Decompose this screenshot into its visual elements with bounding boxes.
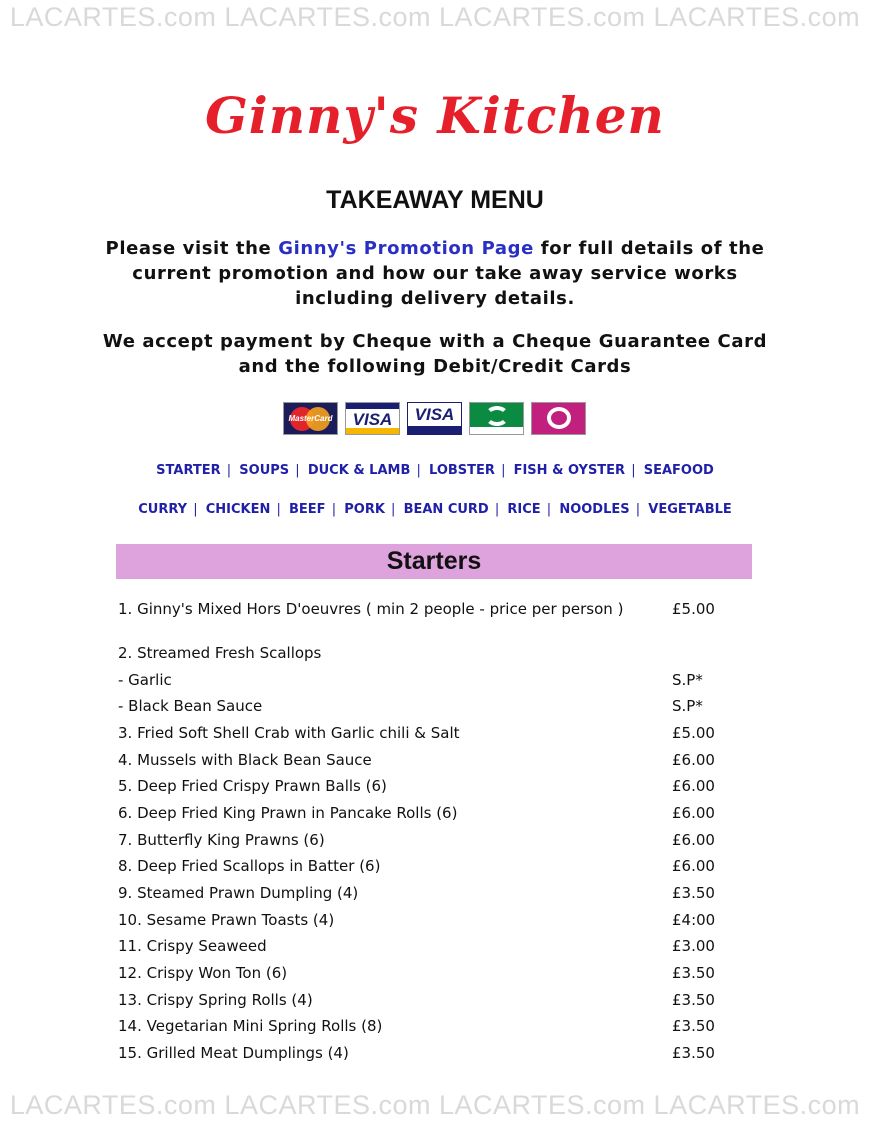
nav-separator: |: [496, 463, 510, 478]
watermark-bottom: LACARTES.com LACARTES.com LACARTES.com LACARTES.com: [9, 1090, 861, 1120]
menu-item-name: - Black Bean Sauce: [118, 697, 263, 715]
menu-item-name: 11. Crispy Seaweed: [118, 937, 267, 955]
mastercard-label: MasterCard: [288, 414, 333, 423]
intro-text-after: for full details of the current promotion and how our take away service works including delivery details.: [132, 238, 765, 309]
menu-item: [118, 857, 758, 877]
menu-item-name: 14. Vegetarian Mini Spring Rolls (8): [118, 1017, 383, 1035]
menu-item-price: £3.50: [672, 991, 715, 1009]
nav-link-chicken[interactable]: CHICKEN: [205, 502, 271, 517]
menu-item-name: 1. Ginny's Mixed Hors D'oeuvres ( min 2 people - price per person ): [118, 600, 624, 618]
nav-separator: |: [386, 502, 400, 517]
menu-item: [118, 1017, 758, 1037]
visa-electron-logo: [407, 402, 462, 435]
menu-item-name: 13. Crispy Spring Rolls (4): [118, 991, 313, 1009]
nav-separator: |: [291, 463, 304, 478]
nav-link-lobster[interactable]: LOBSTER: [429, 463, 495, 478]
visa-electron-label: VISA: [414, 405, 455, 424]
nav-link-noodles[interactable]: NOODLES: [559, 502, 630, 517]
nav-link-duck-lamb[interactable]: DUCK & LAMB: [307, 463, 411, 478]
intro-text-before: Please visit the: [105, 238, 279, 259]
nav-separator: |: [490, 502, 504, 517]
menu-item-price: £3.50: [672, 1044, 715, 1062]
promotion-page-link[interactable]: Ginny's Promotion Page: [278, 238, 534, 259]
switch-logo: [469, 402, 524, 435]
restaurant-logo: Ginny's Kitchen: [205, 86, 665, 145]
nav-link-starter[interactable]: STARTER: [156, 463, 221, 478]
menu-item: [118, 831, 758, 851]
menu-item-name: 7. Butterfly King Prawns (6): [118, 831, 325, 849]
menu-item-price: £5.00: [672, 724, 715, 742]
menu-item-name: - Garlic: [118, 671, 172, 689]
menu-item-name: 10. Sesame Prawn Toasts (4): [118, 911, 335, 929]
menu-item-price: £5.00: [672, 600, 715, 618]
menu-item-price: £3.50: [672, 1017, 715, 1035]
menu-item-name: 2. Streamed Fresh Scallops: [118, 644, 322, 662]
nav-separator: |: [189, 502, 202, 517]
menu-item: [118, 804, 758, 824]
nav-link-pork[interactable]: PORK: [344, 502, 385, 517]
menu-item: [118, 991, 758, 1011]
menu-item-price: £3.50: [672, 884, 715, 902]
intro-paragraph: [100, 236, 770, 311]
payment-paragraph: We accept payment by Cheque with a Cheque Guarantee Card and the following Debit/Credit Cards: [102, 331, 768, 377]
nav-separator: |: [327, 502, 341, 517]
nav-separator: |: [627, 463, 640, 478]
page-title: TAKEAWAY MENU: [326, 186, 544, 214]
nav-separator: |: [542, 502, 556, 517]
menu-item-price: £6.00: [672, 777, 715, 795]
menu-item-price: £6.00: [672, 831, 715, 849]
category-nav-row-2: [0, 502, 870, 517]
nav-link-curry[interactable]: CURRY: [138, 502, 188, 517]
watermark-top: LACARTES.com LACARTES.com LACARTES.com LACARTES.com: [9, 2, 861, 32]
nav-link-bean-curd[interactable]: BEAN CURD: [403, 502, 489, 517]
menu-item: [118, 671, 758, 691]
visa-logo: [345, 402, 400, 435]
menu-item-price: £3.00: [672, 937, 715, 955]
menu-item-name: 3. Fried Soft Shell Crab with Garlic chili & Salt: [118, 724, 460, 742]
category-nav-row-1: [0, 463, 870, 478]
menu-item: [118, 911, 758, 931]
nav-separator: |: [272, 502, 286, 517]
menu-item-price: £3.50: [672, 964, 715, 982]
menu-item: [118, 697, 758, 717]
menu-item: [118, 751, 758, 771]
menu-item: [118, 937, 758, 957]
nav-separator: |: [222, 463, 236, 478]
nav-link-rice[interactable]: RICE: [507, 502, 541, 517]
nav-link-seafood[interactable]: SEAFOOD: [643, 463, 714, 478]
menu-item-name: 6. Deep Fried King Prawn in Pancake Rolls (6): [118, 804, 458, 822]
menu-item: [118, 724, 758, 744]
nav-link-vegetable[interactable]: VEGETABLE: [648, 502, 732, 517]
menu-item-name: 5. Deep Fried Crispy Prawn Balls (6): [118, 777, 387, 795]
nav-link-soups[interactable]: SOUPS: [239, 463, 290, 478]
nav-separator: |: [631, 502, 645, 517]
menu-item-price: £6.00: [672, 751, 715, 769]
mastercard-logo: [283, 402, 338, 435]
menu-item-name: 9. Steamed Prawn Dumpling (4): [118, 884, 359, 902]
menu-item: [118, 1044, 758, 1064]
menu-item-price: £6.00: [672, 804, 715, 822]
nav-link-fish-oyster[interactable]: FISH & OYSTER: [513, 463, 626, 478]
menu-item: [118, 964, 758, 984]
section-title-starters: Starters: [116, 544, 752, 579]
nav-separator: |: [412, 463, 426, 478]
nav-link-beef[interactable]: BEEF: [289, 502, 326, 517]
menu-item-name: 8. Deep Fried Scallops in Batter (6): [118, 857, 381, 875]
menu-item-price: S.P*: [672, 697, 703, 715]
visa-label: VISA: [352, 410, 393, 429]
menu-item: [118, 884, 758, 904]
menu-item: [118, 600, 758, 620]
menu-item-price: £4:00: [672, 911, 716, 929]
menu-item-name: 12. Crispy Won Ton (6): [118, 964, 288, 982]
menu-item: [118, 777, 758, 797]
solo-logo: [531, 402, 586, 435]
menu-item-name: 15. Grilled Meat Dumplings (4): [118, 1044, 349, 1062]
menu-item-name: 4. Mussels with Black Bean Sauce: [118, 751, 372, 769]
payment-cards: [283, 402, 586, 436]
menu-item-price: S.P*: [672, 671, 703, 689]
menu-item: [118, 644, 758, 664]
menu-item-price: £6.00: [672, 857, 715, 875]
